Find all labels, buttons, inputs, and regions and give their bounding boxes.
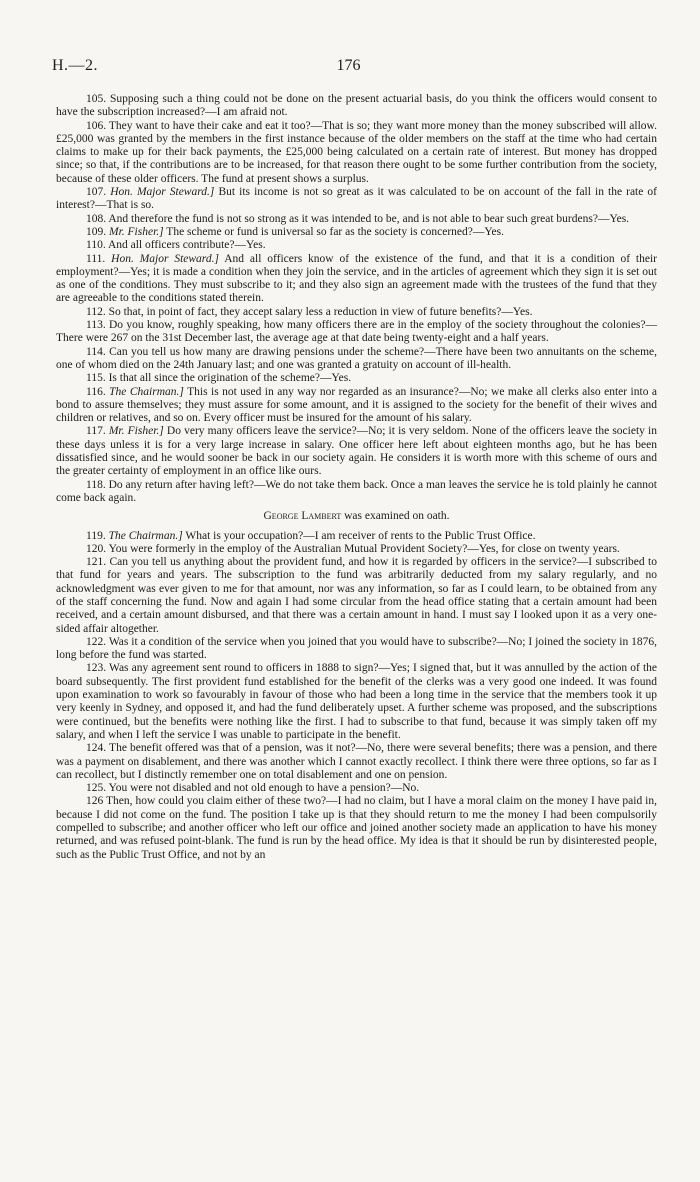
section-reference: H.—2. (52, 57, 99, 74)
speaker-name: Hon. Major Steward.] (110, 186, 215, 199)
paragraph-q116 (56, 386, 657, 426)
testimony-part-1 (56, 93, 657, 505)
paragraph-q109 (56, 226, 657, 239)
document-body (56, 93, 657, 862)
paragraph-q110: 110. And all officers contribute?—Yes. (86, 239, 266, 252)
page-number: 176 (336, 57, 361, 74)
question-number: 117. (86, 425, 109, 438)
paragraph-q106: 106. They want to have their cake and eat it too?—That is so; they want more money than the money subscribed will allow. £25,000 was granted by the members in the first instance because of the older members on the staff at the time who had certain claims to make up for their back payments, the £25,000 being calculated on a certain rate of interest. But money has dropped since; so that, if the contributions are to be increased, for that reason there ought to be some further contribution from the society, because of these older officers. The fund at present shows a surplus. (56, 119, 657, 185)
speaker-name: Mr. Fisher.] (109, 225, 164, 238)
speaker-name: Mr. Fisher.] (108, 425, 164, 438)
paragraph-q119 (56, 530, 657, 543)
paragraph-q122: 122. Was it a condition of the service when you joined that you would have to subscribe?—No; I joined the society in 1876, long before the fund was started. (56, 635, 657, 662)
witness-heading-rest: was examined on oath. (341, 510, 450, 523)
paragraph-q108: 108. And therefore the fund is not so strong as it was intended to be, and is not able to bear such great burdens?—Yes. (86, 212, 630, 225)
paragraph-q126: 126 Then, how could you claim either of these two?—I had no claim, but I have a moral claim on the money I have paid in, because I did not come on the fund. The position I take up is that they should return to me the money I had been compulsorily compelled to subscribe; and another officer who left our office and joined another society made an application to have his money returned, and was refused point-blank. The fund is run by the head office. My idea is that it should be run by disinterested people, such as the Public Trust Office, and not by an (56, 795, 657, 861)
paragraph-q118: 118. Do any return after having left?—We do not take them back. Once a man leaves the service he is told plainly he cannot come back again. (56, 478, 657, 504)
question-number: 107. (86, 186, 111, 199)
speaker-name: Hon. Major Steward.] (111, 252, 219, 265)
paragraph-q124: 124. The benefit offered was that of a pension, was it not?—No, there were several benefits; there was a pension, and there was a payment on disablement, and there was another which I cannot exactly recollect. I think there were three options, so far as I can recollect, but I distinctly remember one on total disablement and one on pension. (56, 742, 657, 781)
paragraph-q111 (56, 253, 657, 306)
paragraph-q105: 105. Supposing such a thing could not be done on the present actuarial basis, do you think the officers would consent to have the subscription increased?—I am afraid not. (56, 93, 657, 119)
paragraph-q125: 125. You were not disabled and not old enough to have a pension?—No. (86, 782, 420, 795)
paragraph-q120: 120. You were formerly in the employ of the Australian Mutual Provident Society?—Yes, for close on twenty years. (86, 542, 620, 555)
witness-name: George Lambert (263, 510, 342, 523)
testimony-part-2 (56, 530, 657, 862)
paragraph-text: Do very many officers leave the service?—No; it is very seldom. None of the officers leave the society in these days unless it is for a very large increase in salary. One officer here left about eighteen months ago, but he has been dissatisfied since, and he would sooner be back in our society again. He considers it is worth more with this scheme of ours and the greater certainty of employment in an office like ours. (56, 425, 657, 478)
paragraph-q113: 113. Do you know, roughly speaking, how many officers there are in the employ of the society throughout the colonies?—There were 267 on the 31st December last, the average age at that date being twenty-eight and a half years. (56, 319, 657, 345)
speaker-name: The Chairman.] (109, 385, 184, 398)
paragraph-q114: 114. Can you tell us how many are drawing pensions under the scheme?—There have been two annuitants on the scheme, one of whom died on the 24th January last; and one was granted a gratuity on account of ill-health. (56, 345, 657, 371)
paragraph-q107 (56, 186, 657, 213)
page-header (52, 57, 645, 81)
paragraph-q115: 115. Is that all since the origination of the scheme?—Yes. (86, 372, 352, 385)
paragraph-q121: 121. Can you tell us anything about the provident fund, and how it is regarded by officers in the service?—I subscribed to that fund for years and years. The subscription to the fund was arbitrarily deducted from my salary regularly, and no acknowledgment was ever given to me for that amount, nor was any information, so far as I could learn, to be obtained from any of the staff concerning the fund. Now and again I had some circular from the head office stating that a certain amount had been received, and a certain amount disbursed, and that there was a certain amount in hand. I must say I looked upon it as a very one-sided affair altogether. (56, 556, 657, 635)
question-number: 111. (86, 252, 112, 265)
paragraph-text: What is your occupation?—I am receiver of rents to the Public Trust Office. (182, 529, 536, 542)
paragraph-text: But its income is not so great as it was calculated to be on account of the fall in the rate of interest?—That is so. (56, 186, 658, 212)
witness-heading (56, 510, 657, 523)
paragraph-text: The scheme or fund is universal so far as the society is concerned?—Yes. (163, 225, 504, 238)
paragraph-q117 (56, 425, 657, 478)
paragraph-q123: 123. Was any agreement sent round to officers in 1888 to sign?—Yes; I signed that, but it was annulled by the action of the board subsequently. The first provident fund established for the benefit of the clerks was a very good one indeed. It was found upon examination to work so favourably in favour of those who had been a long time in the service that the members took it up very keenly in Sydney, and opposed it, and had the fund deliberately upset. A further scheme was proposed, and the subscriptions were continued, but the benefits were nothing like the first. I had to subscribe to that fund, because it was simply taken off my salary, and when I left the service I was unable to participate in the benefit. (56, 662, 657, 741)
speaker-name: The Chairman.] (108, 529, 183, 542)
question-number: 119. (86, 529, 109, 542)
paragraph-q112: 112. So that, in point of fact, they accept salary less a reduction in view of future benefits?—Yes. (86, 305, 533, 318)
paragraph-text: This is not used in any way nor regarded as an insurance?—No; we make all clerks also enter into a bond to assure themselves; they must assure for some amount, and it is assigned to the society for the benefit of their wives and children or relatives, and so on. Every officer must be insured for the amount of his salary. (56, 385, 657, 425)
question-number: 116. (86, 385, 110, 398)
paragraph-text: And all officers know of the existence of the fund, and that it is a condition of their employment?—Yes; it is made a condition when they join the service, and in the articles of agreement which they sign it is set out as one of the conditions. They must subscribe to it; and they also sign an agreement made with the trustees of the fund that they are agreeable to the conditions stated therein. (56, 252, 657, 305)
question-number: 109. (86, 225, 109, 238)
